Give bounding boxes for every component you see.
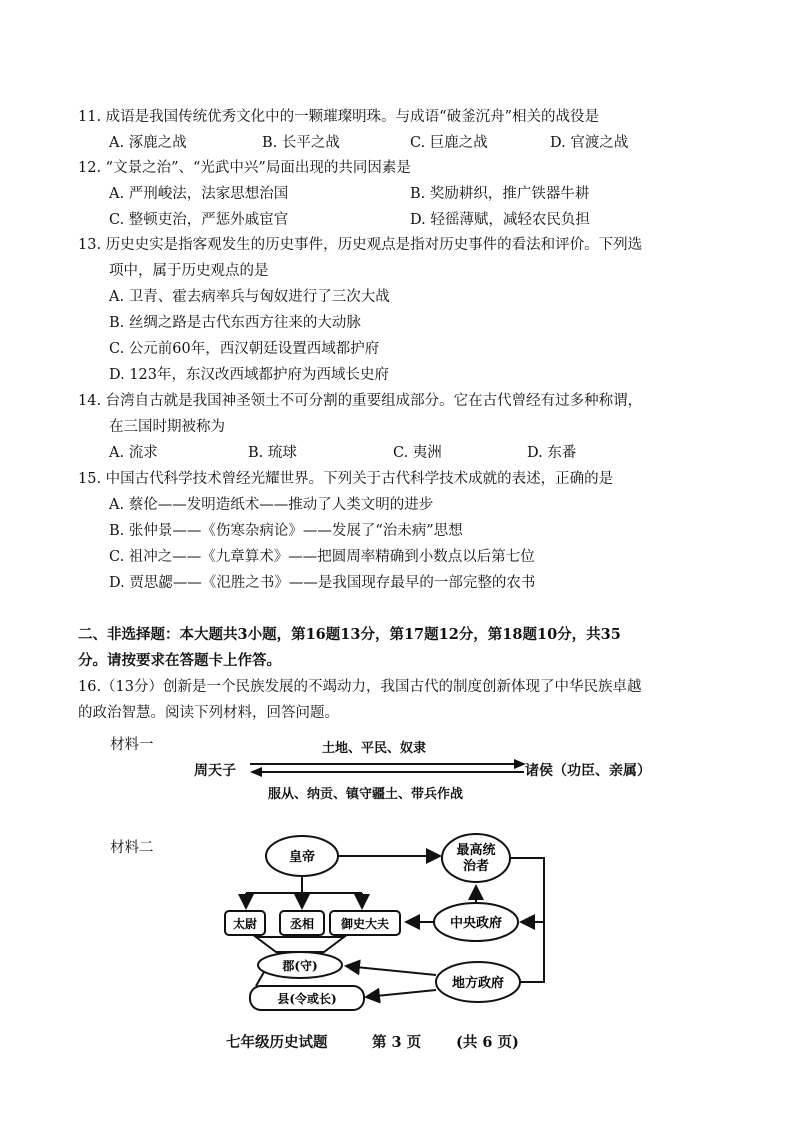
q11-stem: 11. 成语是我国传统优秀文化中的一颗璀璨明珠。与成语“破釜沉舟”相关的战役是 xyxy=(78,109,599,125)
q12-option-d: D. 轻徭薄赋，减轻农民负担 xyxy=(410,212,590,228)
q13-option-c: C. 公元前60年，西汉朝廷设置西域都护府 xyxy=(109,341,380,357)
q16-stem-line1: 16.（13分）创新是一个民族发展的不竭动力，我国古代的制度创新体现了中华民族卓越 xyxy=(78,679,642,695)
q14-option-c: C. 夷洲 xyxy=(393,445,442,461)
q13-stem-line2: 项中，属于历史观点的是 xyxy=(109,263,269,279)
q15-option-c: C. 祖冲之——《九章算术》——把圆周率精确到小数点以后第七位 xyxy=(109,549,535,565)
local-government-label: 地方政府 xyxy=(451,976,505,991)
q11-option-a: A. 涿鹿之战 xyxy=(109,135,187,151)
material1-label: 材料一 xyxy=(110,737,154,753)
q12-stem: 12. “文景之治”、“光武中兴”局面出现的共同因素是 xyxy=(78,160,411,176)
q14-option-d: D. 东番 xyxy=(527,445,577,461)
q13-option-d: D. 123年，东汉改西域都护府为西域长史府 xyxy=(109,367,390,383)
material1-zhou-king: 周天子 xyxy=(194,763,236,779)
chengxiang-label: 丞相 xyxy=(289,917,315,931)
footer-page: 第 3 页 xyxy=(372,1034,422,1051)
q15-stem: 15. 中国古代科学技术曾经光耀世界。下列关于古代科学技术成就的表述，正确的是 xyxy=(78,471,614,487)
footer-total: (共 6 页) xyxy=(456,1034,519,1051)
q14-stem-line2: 在三国时期被称为 xyxy=(109,419,225,435)
q12-option-a: A. 严刑峻法，法家思想治国 xyxy=(109,186,289,202)
supreme-ruler-label-2: 治者 xyxy=(462,859,490,874)
central-government-label: 中央政府 xyxy=(449,916,503,931)
material1-vassals: 诸侯（功臣、亲属） xyxy=(525,763,651,779)
xian-label: 县(令或长) xyxy=(277,992,337,1006)
material2-label: 材料二 xyxy=(110,840,154,856)
q12-option-c: C. 整顿吏治，严惩外戚宦官 xyxy=(109,212,289,228)
q14-option-a: A. 流求 xyxy=(109,445,158,461)
yushi-label: 御史大夫 xyxy=(340,917,390,931)
q11-option-d: D. 官渡之战 xyxy=(550,135,629,151)
emperor-label: 皇帝 xyxy=(288,850,316,865)
q11-option-c: C. 巨鹿之战 xyxy=(410,135,488,151)
supreme-ruler-node xyxy=(442,834,510,882)
material1-top-text: 土地、平民、奴隶 xyxy=(322,741,427,756)
footer-title: 七年级历史试题 xyxy=(226,1034,328,1051)
q15-option-b: B. 张仲景——《伤寒杂病论》——发展了“治未病”思想 xyxy=(109,523,463,539)
q13-stem-line1: 13. 历史史实是指客观发生的历史事件，历史观点是指对历史事件的看法和评价。下列选 xyxy=(78,237,643,253)
q16-stem-line2: 的政治智慧。阅读下列材料，回答问题。 xyxy=(78,705,339,721)
supreme-ruler-label-1: 最高统 xyxy=(456,843,496,858)
material1-bottom-text: 服从、纳贡、镇守疆土、带兵作战 xyxy=(268,787,464,802)
q12-option-b: B. 奖励耕织，推广铁器牛耕 xyxy=(410,186,590,202)
jun-label: 郡(守) xyxy=(282,959,318,973)
q15-option-a: A. 蔡伦——发明造纸术——推动了人类文明的进步 xyxy=(109,497,434,513)
q14-stem-line1: 14. 台湾自古就是我国神圣领土不可分割的重要组成部分。它在古代曾经有过多种称谓， xyxy=(78,393,643,409)
q13-option-a: A. 卫青、霍去病率兵与匈奴进行了三次大战 xyxy=(109,289,390,305)
q11-option-b: B. 长平之战 xyxy=(262,135,340,151)
section2-heading-line1: 二、非选择题：本大题共3小题，第16题13分，第17题12分，第18题10分，共35 xyxy=(78,626,621,643)
q13-option-b: B. 丝绸之路是古代东西方往来的大动脉 xyxy=(109,315,361,331)
q15-option-d: D. 贾思勰——《氾胜之书》——是我国现存最早的一部完整的农书 xyxy=(109,575,536,591)
q14-option-b: B. 琉球 xyxy=(248,445,297,461)
taiwei-label: 太尉 xyxy=(232,917,258,931)
section2-heading-line2: 分。请按要求在答题卡上作答。 xyxy=(78,652,281,669)
